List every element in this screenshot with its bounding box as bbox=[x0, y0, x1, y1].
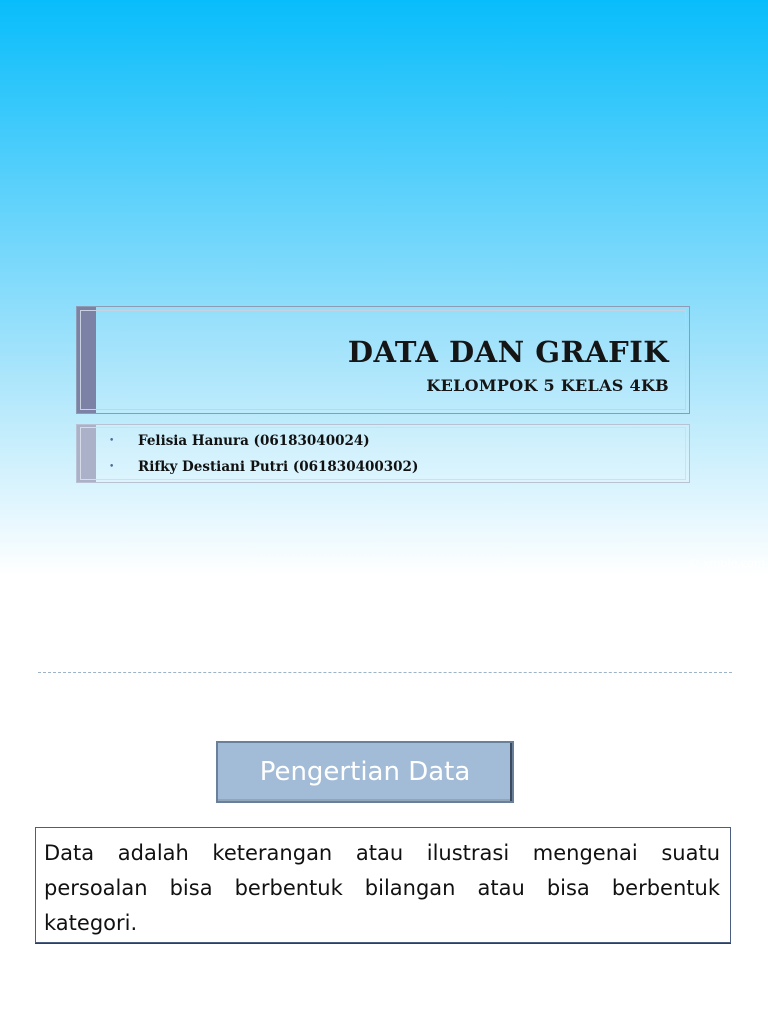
watermark: © xmple.com bbox=[688, 556, 765, 570]
bullet-icon: • bbox=[109, 462, 115, 472]
title-placeholder bbox=[76, 306, 690, 414]
members-accent-bar bbox=[77, 425, 96, 482]
list-item bbox=[109, 454, 418, 480]
definition-text: Data adalah keterangan atau ilustrasi mengenai suatu persoalan bisa berbentuk bilangan atau bisa berbentuk kategori. bbox=[44, 841, 720, 935]
presentation-title: DATA DAN GRAFIK bbox=[347, 335, 669, 369]
member-name: Felisia Hanura (06183040024) bbox=[138, 433, 370, 449]
members-placeholder bbox=[76, 424, 690, 483]
presentation-subtitle: KELOMPOK 5 KELAS 4KB bbox=[426, 376, 669, 395]
member-name: Rifky Destiani Putri (061830400302) bbox=[138, 459, 419, 475]
list-item bbox=[109, 428, 418, 454]
title-accent-bar bbox=[77, 307, 96, 413]
section-heading-label: Pengertian Data bbox=[259, 757, 471, 787]
bullet-icon: • bbox=[109, 436, 115, 446]
members-list bbox=[109, 428, 418, 480]
page-divider bbox=[38, 672, 732, 673]
section-heading bbox=[216, 741, 514, 803]
definition-box bbox=[35, 827, 731, 943]
